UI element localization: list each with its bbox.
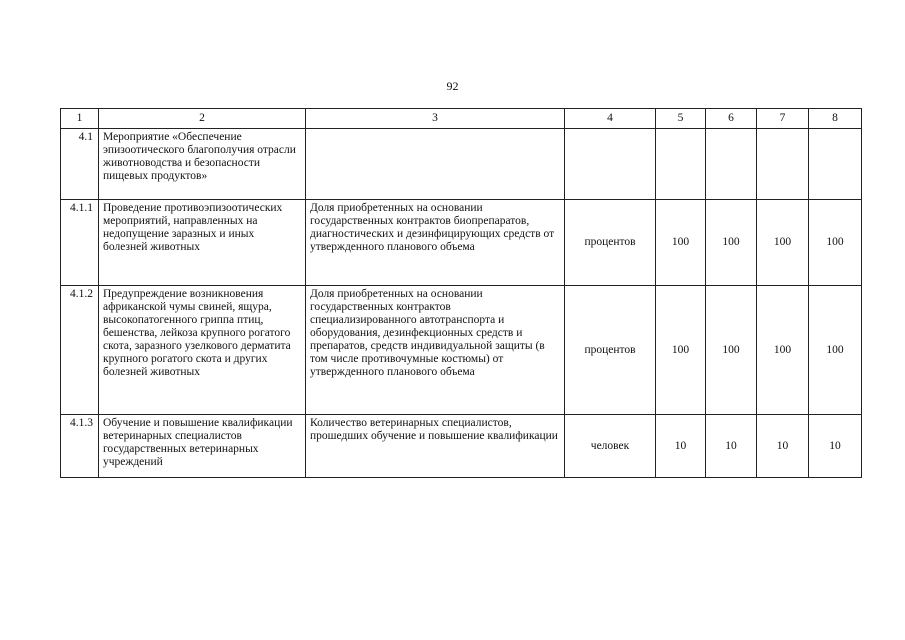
unit-cell: человек bbox=[565, 415, 656, 478]
value-cell: 10 bbox=[809, 415, 862, 478]
value-cell: 100 bbox=[656, 286, 706, 415]
row-number: 4.1.2 bbox=[61, 286, 99, 415]
measure-name: Обучение и повышение квалификации ветеринарных специалистов государственных ветеринарных учреждений bbox=[99, 415, 306, 478]
value-cell: 100 bbox=[706, 286, 757, 415]
header-cell: 7 bbox=[757, 109, 809, 129]
table-row bbox=[61, 129, 862, 200]
measure-name: Мероприятие «Обеспечение эпизоотического благополучия отрасли животноводства и безопасности пищевых продуктов» bbox=[99, 129, 306, 200]
header-cell: 1 bbox=[61, 109, 99, 129]
header-cell: 8 bbox=[809, 109, 862, 129]
header-cell: 6 bbox=[706, 109, 757, 129]
header-cell: 3 bbox=[306, 109, 565, 129]
table-row bbox=[61, 286, 862, 415]
value-cell bbox=[757, 129, 809, 200]
value-cell bbox=[809, 129, 862, 200]
value-cell bbox=[656, 129, 706, 200]
indicator-name: Доля приобретенных на основании государственных контрактов биопрепаратов, диагностических и дезинфицирующих средств от утвержденного планового объема bbox=[306, 200, 565, 286]
value-cell: 10 bbox=[656, 415, 706, 478]
page-number: 92 bbox=[446, 79, 459, 93]
value-cell: 100 bbox=[757, 286, 809, 415]
row-number: 4.1.1 bbox=[61, 200, 99, 286]
indicator-name: Количество ветеринарных специалистов, прошедших обучение и повышение квалификации bbox=[306, 415, 565, 478]
value-cell: 100 bbox=[706, 200, 757, 286]
header-cell: 4 bbox=[565, 109, 656, 129]
header-cell: 2 bbox=[99, 109, 306, 129]
indicator-name: Доля приобретенных на основании государственных контрактов специализированного автотранспорта и оборудования, дезинфекционных средств и препаратов, средств индивидуальной защиты (в том числе противочумные костюмы) от утвержденного планового объема bbox=[306, 286, 565, 415]
indicators-table bbox=[60, 108, 862, 478]
value-cell: 100 bbox=[809, 286, 862, 415]
unit-cell: процентов bbox=[565, 286, 656, 415]
unit-cell bbox=[565, 129, 656, 200]
value-cell: 100 bbox=[757, 200, 809, 286]
unit-cell: процентов bbox=[565, 200, 656, 286]
header-cell: 5 bbox=[656, 109, 706, 129]
measure-name: Предупреждение возникновения африканской чумы свиней, ящура, высокопатогенного гриппа птиц, бешенства, лейкоза крупного рогатого скота, заразного узелкового дерматита крупного рогатого скота и других болезней животных bbox=[99, 286, 306, 415]
value-cell: 10 bbox=[706, 415, 757, 478]
table-row bbox=[61, 415, 862, 478]
table-header-row bbox=[61, 109, 862, 129]
measure-name: Проведение противоэпизоотических мероприятий, направленных на недопущение заразных и иных болезней животных bbox=[99, 200, 306, 286]
value-cell: 100 bbox=[656, 200, 706, 286]
value-cell: 10 bbox=[757, 415, 809, 478]
value-cell: 100 bbox=[809, 200, 862, 286]
indicator-name bbox=[306, 129, 565, 200]
row-number: 4.1 bbox=[61, 129, 99, 200]
row-number: 4.1.3 bbox=[61, 415, 99, 478]
value-cell bbox=[706, 129, 757, 200]
table-row bbox=[61, 200, 862, 286]
